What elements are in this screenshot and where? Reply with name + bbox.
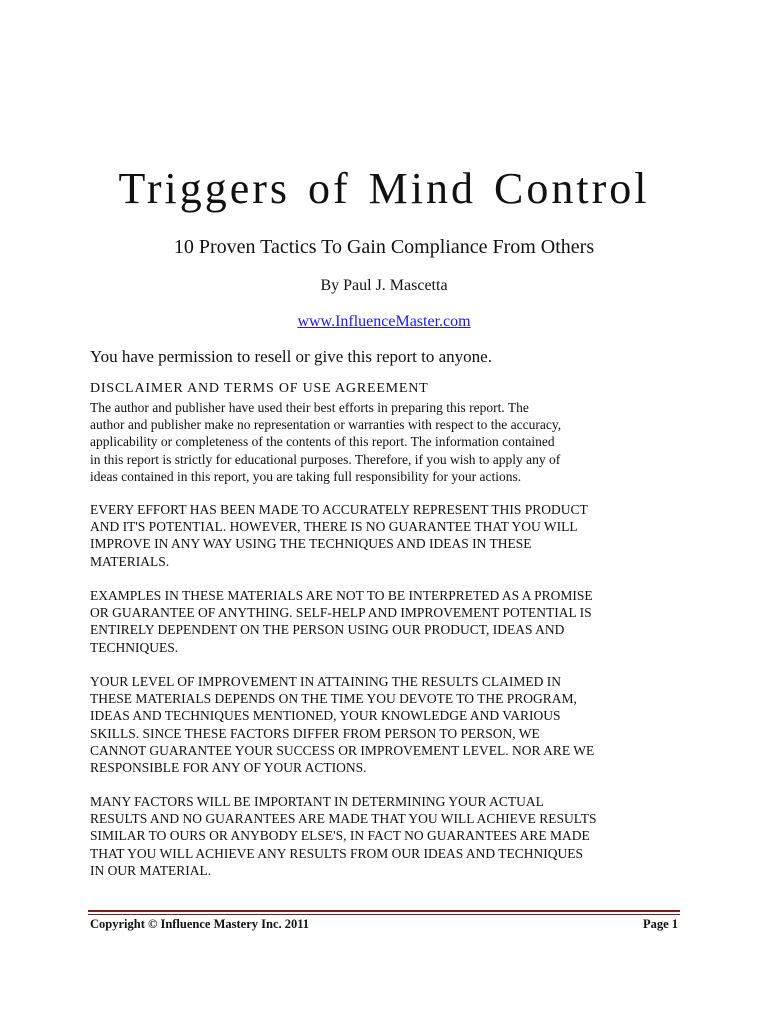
document-subtitle: 10 Proven Tactics To Gain Compliance From Others (173, 236, 595, 258)
paragraph-line: The author and publisher have used their best efforts in preparing this report. The (90, 400, 529, 415)
paragraph-line: MANY FACTORS WILL BE IMPORTANT IN DETERMINING YOUR ACTUAL (90, 794, 544, 809)
paragraph-line: THAT YOU WILL ACHIEVE ANY RESULTS FROM OUR IDEAS AND TECHNIQUES (90, 845, 584, 861)
paragraph-line: SIMILAR TO OURS OR ANYBODY ELSE'S, IN FACT NO GUARANTEES ARE MADE (90, 828, 590, 844)
author-line: By Paul J. Mascetta (320, 277, 448, 294)
website-line (0, 312, 768, 332)
paragraph-line: OR GUARANTEE OF ANYTHING. SELF-HELP AND IMPROVEMENT POTENTIAL IS (90, 605, 592, 621)
paragraph-line: in this report is strictly for educational purposes. Therefore, if you wish to apply any of (90, 451, 561, 467)
permission-statement: You have permission to resell or give this report to anyone. (90, 347, 492, 366)
paragraph-line: RESULTS AND NO GUARANTEES ARE MADE THAT YOU WILL ACHIEVE RESULTS (90, 811, 597, 827)
paragraph-line: THESE MATERIALS DEPENDS ON THE TIME YOU DEVOTE TO THE PROGRAM, (90, 691, 577, 707)
document-title: Triggers of Mind Control (118, 164, 650, 213)
paragraph-line: EXAMPLES IN THESE MATERIALS ARE NOT TO BE INTERPRETED AS A PROMISE (90, 588, 593, 603)
paragraph-line: AND IT'S POTENTIAL. HOWEVER, THERE IS NO GUARANTEE THAT YOU WILL (90, 519, 578, 535)
disclaimer-paragraph (90, 399, 690, 485)
footer-page-number: Page 1 (642, 917, 678, 931)
paragraph-line: IN OUR MATERIAL. (90, 862, 212, 878)
paragraph-line: IDEAS AND TECHNIQUES MENTIONED, YOUR KNOWLEDGE AND VARIOUS (90, 708, 561, 724)
footer-copyright: Copyright © Influence Mastery Inc. 2011 (90, 917, 310, 931)
paragraph-line: IMPROVE IN ANY WAY USING THE TECHNIQUES AND IDEAS IN THESE (90, 536, 532, 552)
paragraph-line: TECHNIQUES. (90, 639, 179, 655)
paragraph-line: RESPONSIBLE FOR ANY OF YOUR ACTIONS. (90, 760, 367, 776)
effort-paragraph (90, 501, 690, 570)
paragraph-line: author and publisher make no representation or warranties with respect to the accuracy, (90, 417, 562, 433)
website-link[interactable]: www.InfluenceMaster.com (297, 313, 471, 330)
paragraph-line: EVERY EFFORT HAS BEEN MADE TO ACCURATELY REPRESENT THIS PRODUCT (90, 502, 588, 517)
paragraph-line: MATERIALS. (90, 553, 170, 569)
paragraph-line: ENTIRELY DEPENDENT ON THE PERSON USING OUR PRODUCT, IDEAS AND (90, 622, 565, 638)
paragraph-line: ideas contained in this report, you are taking full responsibility for your actions. (90, 468, 522, 484)
examples-paragraph (90, 587, 690, 656)
paragraph-line: SKILLS. SINCE THESE FACTORS DIFFER FROM PERSON TO PERSON, WE (90, 725, 540, 741)
paragraph-line: CANNOT GUARANTEE YOUR SUCCESS OR IMPROVEMENT LEVEL. NOR ARE WE (90, 742, 595, 758)
paragraph-line: applicability or completeness of the contents of this report. The information contained (90, 434, 555, 450)
paragraph-line: YOUR LEVEL OF IMPROVEMENT IN ATTAINING THE RESULTS CLAIMED IN (90, 674, 562, 689)
improvement-paragraph (90, 673, 690, 776)
factors-paragraph (90, 793, 690, 879)
footer-divider-thin (88, 914, 680, 915)
footer-divider-thick (88, 910, 680, 912)
disclaimer-heading: DISCLAIMER AND TERMS OF USE AGREEMENT (90, 381, 429, 396)
